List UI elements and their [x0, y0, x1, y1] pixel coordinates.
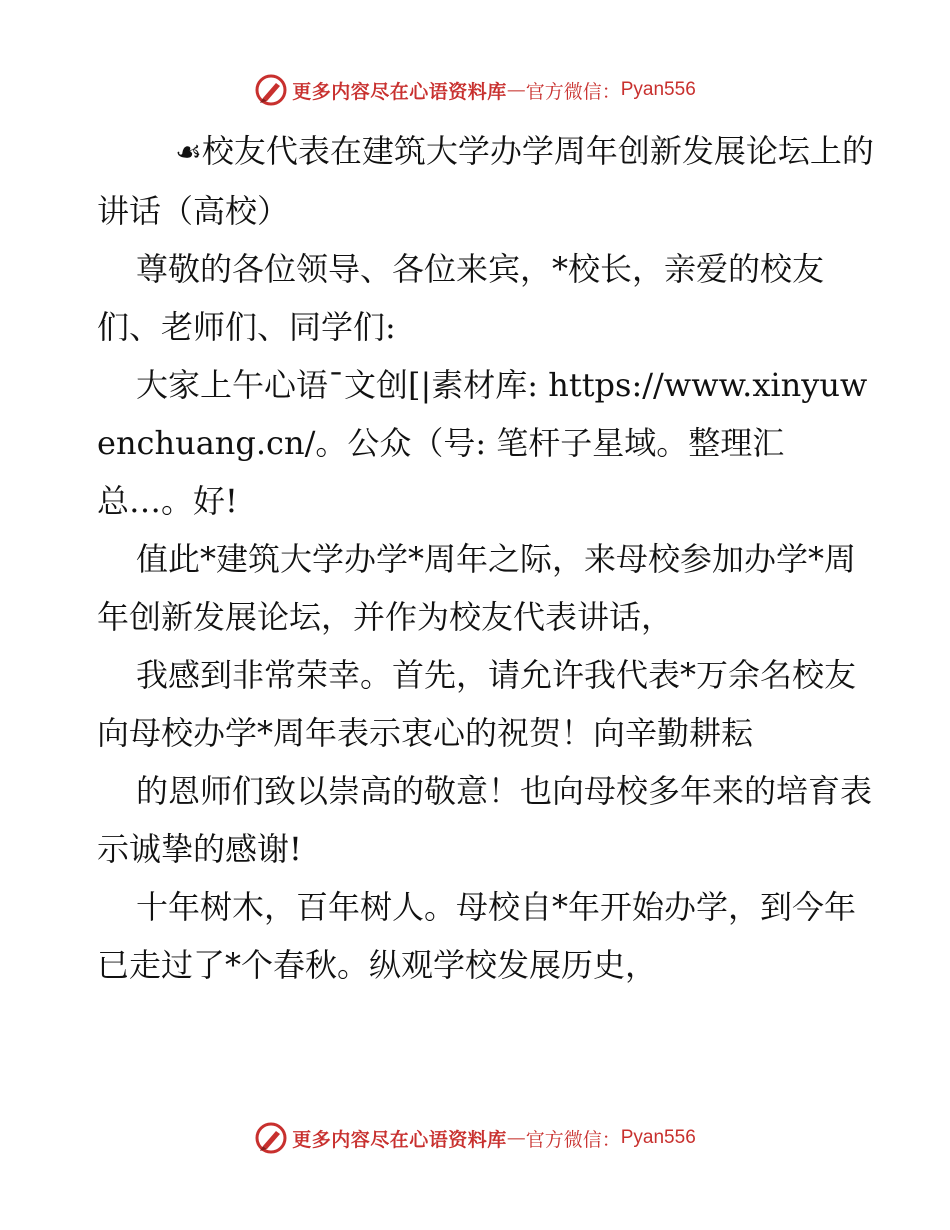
banner-dash: — [506, 79, 526, 101]
pen-logo-icon [254, 1121, 288, 1155]
document-body [97, 122, 877, 994]
title-text: 校友代表在建筑大学办学周年创新发展论坛上的讲话（高校） [97, 132, 874, 230]
header-banner [0, 70, 950, 110]
banner-main-text: 更多内容尽在心语资料库 [292, 80, 507, 103]
banner-wechat-label: 官方微信： [525, 80, 621, 103]
document-title [97, 122, 877, 240]
paragraph: 大家上午心语¯文创[|素材库: https://www.xinyuwenchuang.cn/。公众（号: 笔杆子星域。整理汇总…。好! [97, 366, 868, 520]
banner-dash: — [506, 1127, 526, 1149]
banner-wechat-id: Pyan556 [620, 1127, 696, 1148]
pen-logo-icon [254, 73, 288, 107]
banner-main-text: 更多内容尽在心语资料库 [292, 1128, 507, 1151]
paragraph: 的恩师们致以崇高的敬意！也向母校多年来的培育表示诚挚的感谢! [97, 772, 873, 868]
paragraph: 十年树木，百年树人。母校自*年开始办学，到今年已走过了*个春秋。纵观学校发展历史， [97, 888, 857, 984]
footer-banner [0, 1118, 950, 1158]
paragraph: 我感到非常荣幸。首先，请允许我代表*万余名校友向母校办学*周年表示衷心的祝贺！向辛勤耕耘 [97, 656, 857, 752]
banner-wechat-label: 官方微信： [525, 1128, 621, 1151]
fleuron-icon: ☙ [175, 135, 202, 170]
paragraph: 尊敬的各位领导、各位来宾，*校长，亲爱的校友们、老师们、同学们: [97, 250, 825, 346]
paragraph: 值此*建筑大学办学*周年之际，来母校参加办学*周年创新发展论坛，并作为校友代表讲话， [97, 540, 857, 636]
banner-wechat-id: Pyan556 [620, 79, 696, 100]
